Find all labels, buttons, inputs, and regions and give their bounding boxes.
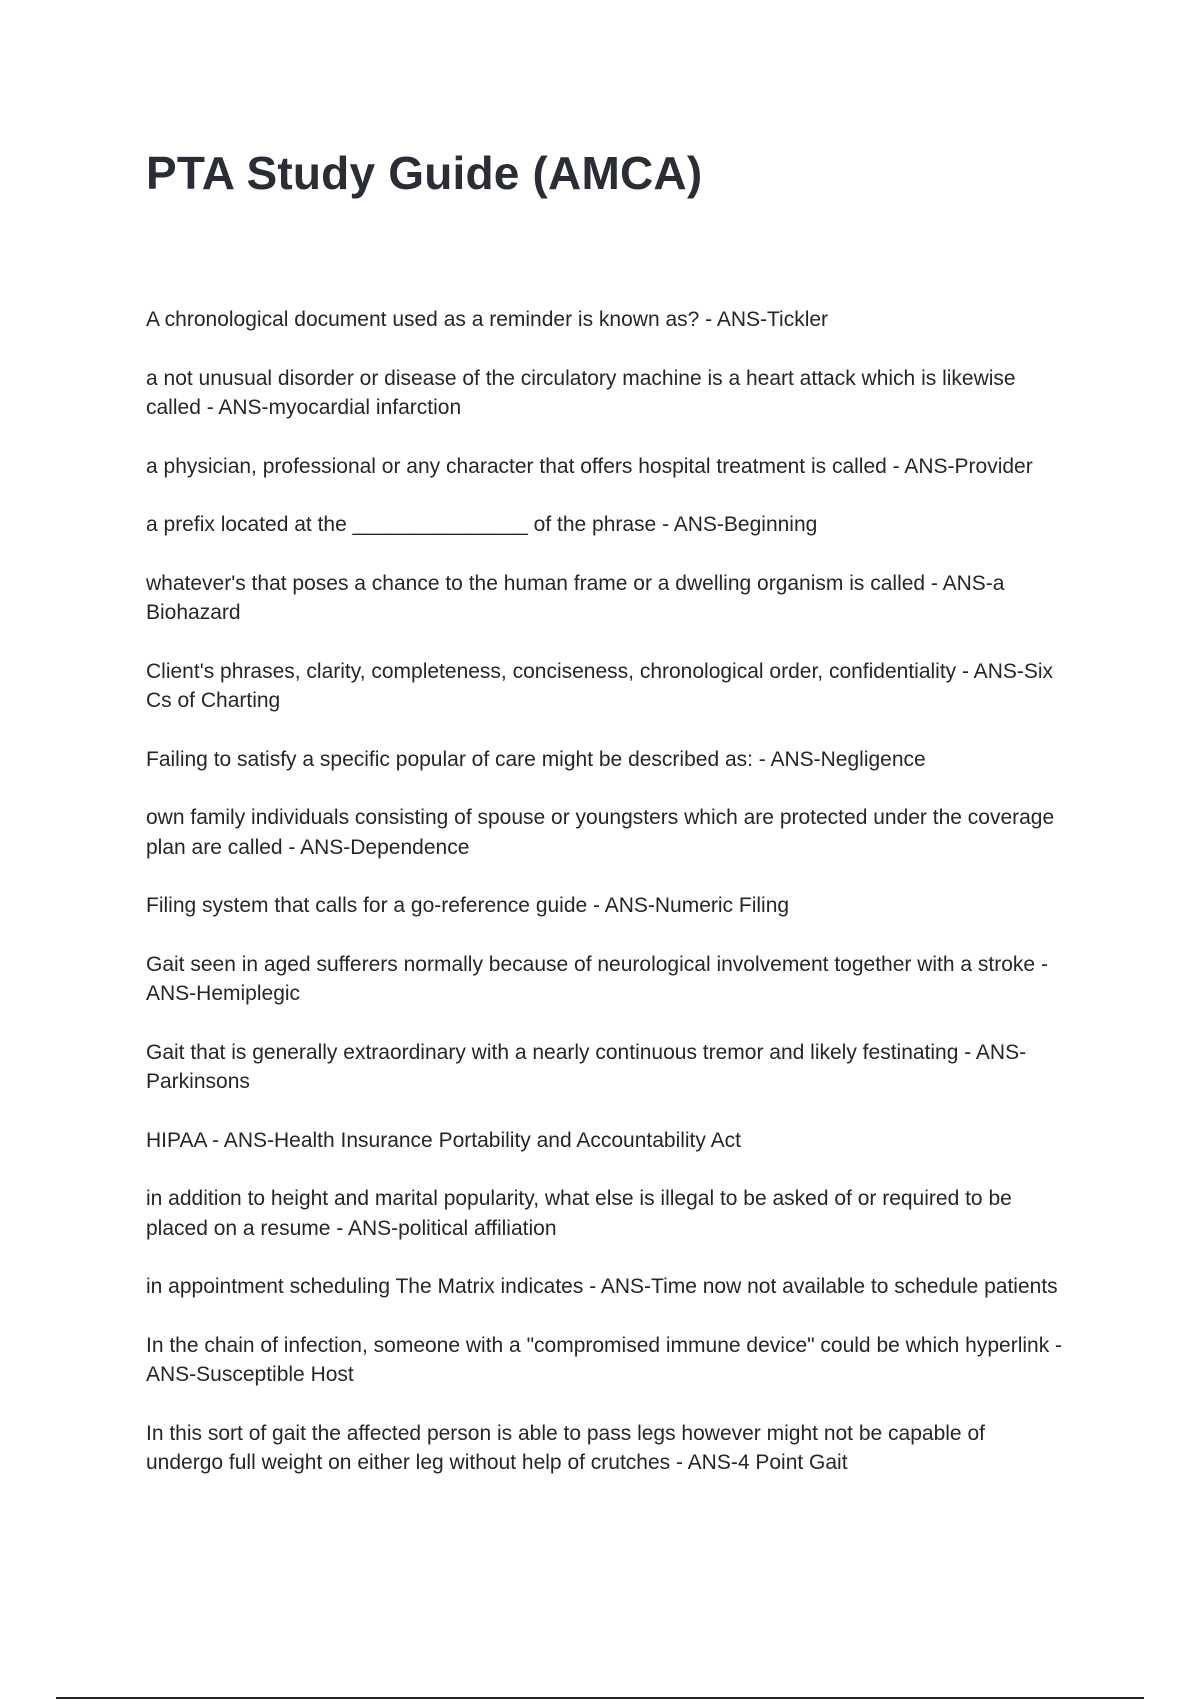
qa-item-7: Failing to satisfy a specific popular of care might be described as: - ANS-Negligence (146, 747, 926, 771)
page-title: PTA Study Guide (AMCA) (146, 147, 703, 199)
qa-item-10: Gait seen in aged sufferers normally because of neurological involvement together with a stroke - ANS-Hemiplegic (146, 952, 1048, 1005)
qa-item-14: in appointment scheduling The Matrix indicates - ANS-Time now not available to schedule patients (146, 1275, 1058, 1298)
qa-item-6: Client's phrases, clarity, completeness, conciseness, chronological order, confidentiality - ANS-Six Cs of Charting (146, 659, 1054, 712)
qa-item-9: Filing system that calls for a go-reference guide - ANS-Numeric Filing (146, 894, 790, 917)
qa-item-11: Gait that is generally extraordinary with a nearly continuous tremor and likely festinating - ANS-Parkinsons (146, 1040, 1027, 1093)
qa-item-5: whatever's that poses a chance to the human frame or a dwelling organism is called - ANS-a Biohazard (146, 571, 1005, 624)
qa-item-16: In this sort of gait the affected person is able to pass legs however might not be capable of undergo full weight on either leg without help of crutches - ANS-4 Point Gait (146, 1421, 985, 1474)
qa-item-15: In the chain of infection, someone with a "compromised immune device" could be which hyperlink - ANS-Susceptible Host (146, 1333, 1063, 1386)
footer-divider (56, 1697, 1144, 1699)
qa-item-8: own family individuals consisting of spouse or youngsters which are protected under the coverage plan are called - ANS-Dependence (146, 806, 1055, 859)
qa-item-4: a prefix located at the _______________ of the phrase - ANS-Beginning (146, 513, 818, 536)
qa-item-1: A chronological document used as a reminder is known as? - ANS-Tickler (146, 308, 829, 331)
qa-item-3: a physician, professional or any character that offers hospital treatment is called - ANS-Provider (146, 454, 1033, 478)
qa-item-2: a not unusual disorder or disease of the circulatory machine is a heart attack which is likewise called - ANS-myocardial infarction (146, 366, 1016, 419)
question-answer-list (146, 305, 1066, 1507)
qa-item-13: in addition to height and marital popularity, what else is illegal to be asked of or required to be placed on a resume - ANS-political affiliation (146, 1187, 1012, 1240)
qa-item-12: HIPAA - ANS-Health Insurance Portability and Accountability Act (146, 1128, 741, 1152)
